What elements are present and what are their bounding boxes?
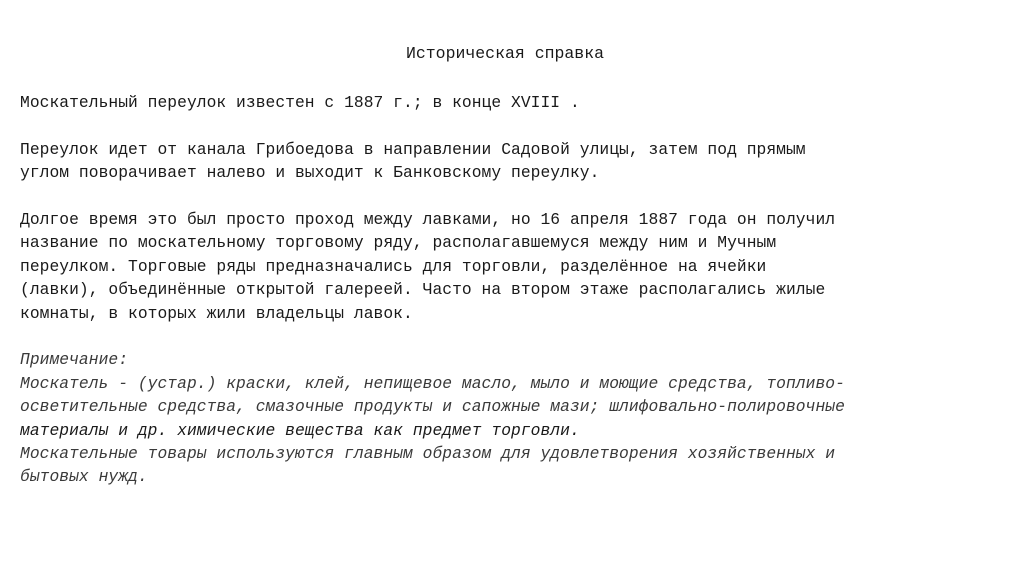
note-line: осветительные средства, смазочные продукты и сапожные мази; шлифовально-полировочные [20, 397, 845, 417]
text-line: Долгое время это был просто проход между лавками, но 16 апреля 1887 года он получил [20, 210, 836, 229]
note-heading: Примечание: [20, 350, 129, 370]
paragraph-route [20, 138, 1000, 185]
note-line: Москатель - (устар.) краски, клей, непищевое масло, мыло и моющие средства, топливо- [20, 373, 845, 393]
text-line: комнаты, в которых жили владельцы лавок. [20, 303, 413, 323]
text-line: Москательный переулок известен с 1887 г.; в конце XVIII . [20, 93, 580, 112]
paragraph-intro [20, 91, 1000, 114]
note-line: Москательные товары используются главным образом для удовлетворения хозяйственных и [20, 444, 836, 464]
note-line: бытовых нужд. [20, 467, 148, 487]
text-line: углом поворачивает налево и выходит к Банковскому переулку. [20, 163, 600, 183]
paragraph-history [20, 208, 1000, 325]
text-line: (лавки), объединённые открытой галереей. Часто на втором этаже располагались жилые [20, 280, 826, 300]
note-block [20, 348, 1000, 488]
text-line: переулком. Торговые ряды предназначались для торговли, разделённое на ячейки [20, 256, 767, 276]
text-line: название по москательному торговому ряду, располагавшемуся между ним и Мучным [20, 233, 777, 253]
text-line: Переулок идет от канала Грибоедова в направлении Садовой улицы, затем под прямым [20, 139, 806, 159]
note-line: материалы и др. химические вещества как предмет торговли. [20, 420, 580, 440]
page-title: Историческая справка [405, 44, 605, 63]
document-body [20, 91, 1000, 489]
